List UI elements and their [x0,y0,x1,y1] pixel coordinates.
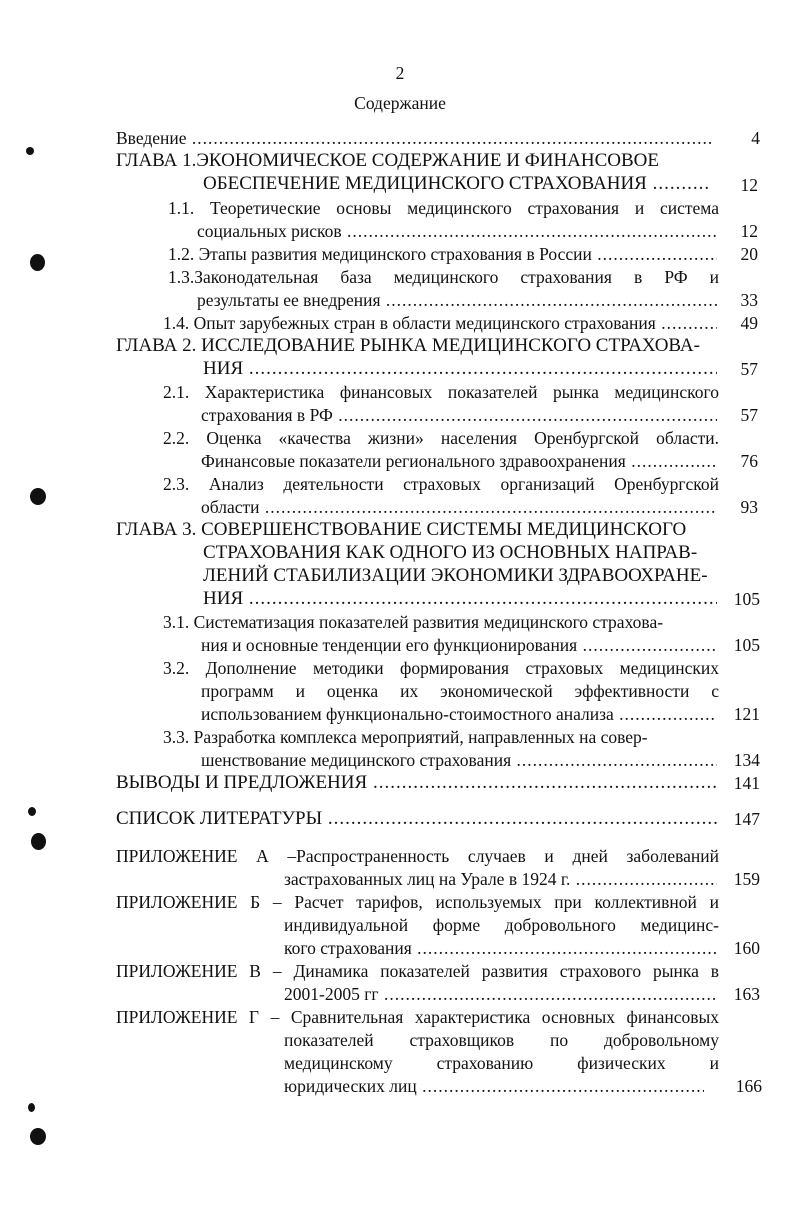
binding-hole-mark [30,488,46,505]
toc-entry-2-3-line2[interactable]: области ..... [201,496,717,518]
toc-page-2-1: 57 [740,405,758,425]
toc-entry-3-3-line1[interactable]: 3.3. Разработка комплекса мероприятий, направленных на совер- [163,727,648,747]
toc-entry-app-b-line2[interactable]: индивидуальной форме добровольного медицинс- [284,915,719,935]
toc-entry-ch2-line1[interactable]: ГЛАВА 2. ИССЛЕДОВАНИЕ РЫНКА МЕДИЦИНСКОГО СТРАХОВА- [116,335,700,356]
toc-page-app-v: 163 [733,984,760,1004]
toc-entry-app-a-line2[interactable]: застрахованных лиц на Урале в 1924 г. ..... [284,868,717,890]
toc-entry-ch3-line4[interactable]: НИЯ ..... [203,588,717,610]
toc-page-3-3: 134 [733,750,760,770]
toc-page-2-3: 93 [740,497,758,517]
binding-hole-mark [30,1128,46,1145]
toc-entry-app-g-line2[interactable]: показателей страховщиков по добровольному [284,1030,719,1050]
toc-page-ch2: 57 [740,359,758,379]
toc-entry-app-g-line4[interactable]: юридических лиц ..... [284,1075,704,1097]
page-number: 2 [395,63,405,83]
toc-page-app-g: 166 [735,1076,762,1096]
toc-entry-1-2[interactable]: 1.2. Этапы развития медицинского страхования в России ..... [168,243,717,265]
toc-entry-ch3-line1[interactable]: ГЛАВА 3. СОВЕРШЕНСТВОВАНИЕ СИСТЕМЫ МЕДИЦИНСКОГО [116,519,687,540]
toc-entry-1-4[interactable]: 1.4. Опыт зарубежных стран в области медицинского страхования ..... [163,312,717,334]
toc-entry-1-1-line2[interactable]: социальных рисков ..... [197,220,717,242]
toc-page-ch3: 105 [733,589,760,609]
toc-entry-literature[interactable]: СПИСОК ЛИТЕРАТУРЫ ..... [116,808,717,830]
binding-hole-mark [30,254,45,271]
toc-page-3-1: 105 [733,635,760,655]
toc-entry-2-3-line1[interactable]: 2.3. Анализ деятельности страховых организаций Оренбургской [163,474,719,494]
toc-entry-ch3-line2[interactable]: СТРАХОВАНИЯ КАК ОДНОГО ИЗ ОСНОВНЫХ НАПРАВ- [203,542,698,563]
toc-entry-app-b-line3[interactable]: кого страхования ..... [284,937,717,959]
toc-entry-2-2-line1[interactable]: 2.2. Оценка «качества жизни» населения Оренбургской области. [163,428,719,448]
toc-entry-conclusions[interactable]: ВЫВОДЫ И ПРЕДЛОЖЕНИЯ ..... [116,772,717,794]
toc-entry-app-v-line2[interactable]: 2001-2005 гг ..... [284,983,717,1005]
toc-entry-app-a-line1[interactable]: ПРИЛОЖЕНИЕ А –Распространенность случаев и дней заболеваний [116,846,719,866]
page-title: Содержание [354,93,446,113]
toc-entry-2-1-line2[interactable]: страхования в РФ ..... [201,404,717,426]
toc-entry-3-3-line2[interactable]: шенствование медицинского страхования ..... [201,749,717,771]
toc-page-3-2: 121 [733,704,760,724]
toc-page-intro: 4 [751,128,760,148]
toc-entry-3-2-line3[interactable]: использованием функционально-стоимостного анализа ..... [201,703,717,725]
toc-entry-3-1-line1[interactable]: 3.1. Систематизация показателей развития медицинского страхова- [163,612,664,632]
toc-entry-app-g-line3[interactable]: медицинскому страхованию физических и [284,1053,719,1073]
toc-page-conclusions: 141 [733,773,760,793]
toc-entry-app-v-line1[interactable]: ПРИЛОЖЕНИЕ В – Динамика показателей развития страхового рынка в [116,961,719,981]
toc-page-app-a: 159 [733,869,760,889]
toc-page-1-3: 33 [740,290,758,310]
toc-entry-1-3-line1[interactable]: 1.3.Законодательная база медицинского страхования в РФ и [168,267,719,287]
binding-hole-mark [31,833,46,850]
toc-entry-3-2-line1[interactable]: 3.2. Дополнение методики формирования страховых медицинских [163,658,719,678]
toc-page-literature: 147 [733,809,760,829]
binding-hole-mark [28,1103,35,1112]
toc-entry-app-b-line1[interactable]: ПРИЛОЖЕНИЕ Б – Расчет тарифов, используемых при коллективной и [116,892,719,912]
toc-page-1-4: 49 [740,313,758,333]
toc-page-ch1: 12 [740,175,758,195]
binding-hole-mark [26,147,34,155]
toc-entry-ch1-line2[interactable]: ОБЕСПЕЧЕНИЕ МЕДИЦИНСКОГО СТРАХОВАНИЯ ..... [203,173,709,195]
toc-page-2-2: 76 [740,451,758,471]
toc-entry-3-2-line2[interactable]: программ и оценка их экономической эффективности с [201,681,719,701]
toc-page-1-1: 12 [740,221,758,241]
toc-page-1-2: 20 [740,244,758,264]
toc-entry-2-1-line1[interactable]: 2.1. Характеристика финансовых показателей рынка медицинского [163,382,719,402]
toc-entry-ch1-line1[interactable]: ГЛАВА 1.ЭКОНОМИЧЕСКОЕ СОДЕРЖАНИЕ И ФИНАНСОВОЕ [116,150,660,171]
toc-entry-1-3-line2[interactable]: результаты ее внедрения ..... [197,289,717,311]
toc-entry-intro[interactable]: Введение ..... [116,127,714,149]
toc-entry-2-2-line2[interactable]: Финансовые показатели регионального здравоохранения ..... [201,450,717,472]
toc-entry-ch3-line3[interactable]: ЛЕНИЙ СТАБИЛИЗАЦИИ ЭКОНОМИКИ ЗДРАВООХРАНЕ- [203,565,708,586]
toc-entry-1-1-line1[interactable]: 1.1. Теоретические основы медицинского страхования и система [168,198,719,218]
toc-entry-ch2-line2[interactable]: НИЯ ..... [203,358,717,380]
toc-page-app-b: 160 [733,938,760,958]
toc-entry-app-g-line1[interactable]: ПРИЛОЖЕНИЕ Г – Сравнительная характеристика основных финансовых [116,1007,719,1027]
binding-hole-mark [28,807,36,816]
toc-entry-3-1-line2[interactable]: ния и основные тенденции его функционирования ..... [201,634,717,656]
